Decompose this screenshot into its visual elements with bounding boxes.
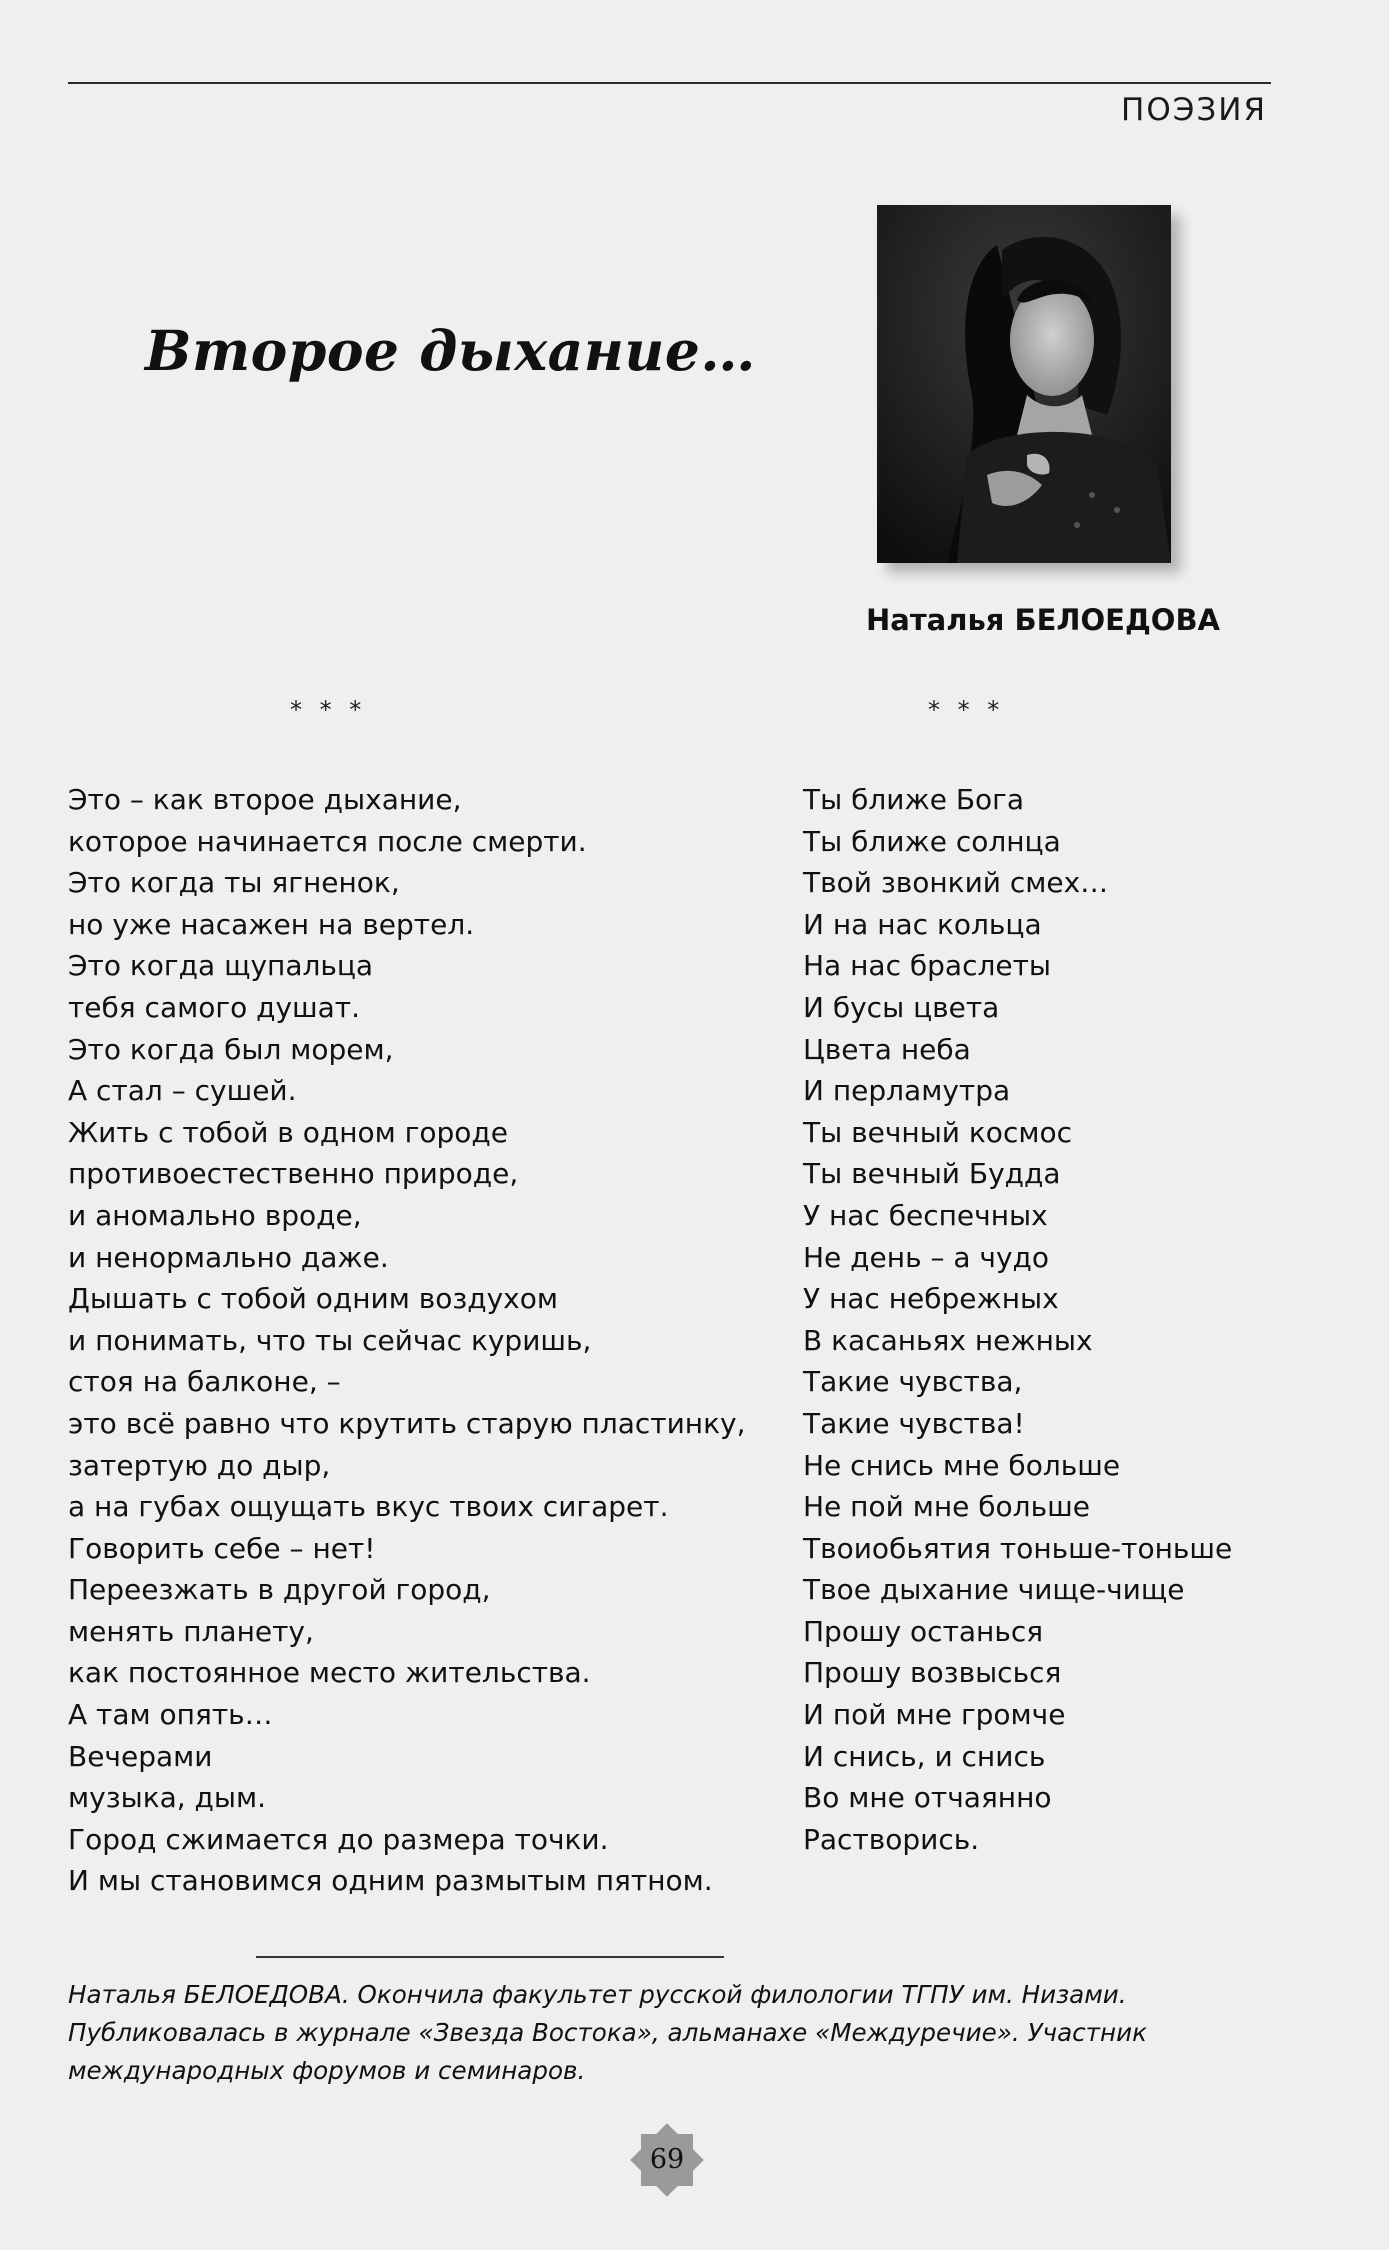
poem-line: стоя на балконе, –: [68, 1365, 341, 1399]
poem-line: Прошу возвысься: [803, 1656, 1062, 1690]
section-label: ПОЭЗИЯ: [1121, 92, 1267, 128]
poem-separator: * * *: [290, 696, 367, 724]
poem-line: Не день – а чудо: [803, 1240, 1050, 1274]
poem-line: Это когда ты ягненок,: [68, 866, 400, 900]
poem-line: Не пой мне больше: [803, 1490, 1090, 1524]
bio-line: Публиковалась в журнале «Звезда Востока», альманахе «Междуречие». Участник: [68, 2018, 1147, 2047]
poem-line: но уже насажен на вертел.: [68, 907, 475, 941]
poem-line: Переезжать в другой город,: [68, 1573, 491, 1607]
author-photo: [877, 205, 1171, 563]
poem-line: Такие чувства!: [803, 1406, 1025, 1440]
poem-line: Прошу останься: [803, 1614, 1044, 1648]
poem-line: Твой звонкий смех…: [803, 866, 1109, 900]
poem-line: Такие чувства,: [803, 1365, 1023, 1399]
poem-line: и аномально вроде,: [68, 1198, 362, 1232]
poem-line: Ты ближе солнца: [803, 824, 1061, 858]
portrait-image: [877, 205, 1171, 563]
poem-line: Это когда был морем,: [68, 1032, 394, 1066]
poem-line: Не снись мне больше: [803, 1448, 1121, 1482]
poem-line: Жить с тобой в одном городе: [68, 1115, 508, 1149]
poem-line: И мы становимся одним размытым пятном.: [68, 1864, 713, 1898]
poem-line: Ты ближе Бога: [803, 783, 1025, 816]
poem-line: Твоиобьятия тоньше-тоньше: [803, 1531, 1233, 1565]
poem-line: Растворись.: [803, 1822, 980, 1856]
poem-line: И перламутра: [803, 1074, 1011, 1108]
poem-line: и понимать, что ты сейчас куришь,: [68, 1323, 592, 1357]
poem-line: И на нас кольца: [803, 907, 1042, 941]
poem-right: [803, 779, 1232, 1860]
poem-line: И бусы цвета: [803, 990, 1000, 1024]
bio-line: Наталья БЕЛОЕДОВА. Окончила факультет русской филологии ТГПУ им. Низами.: [68, 1980, 1127, 2009]
bio-line: международных форумов и семинаров.: [68, 2056, 586, 2085]
poem-line: Во мне отчаянно: [803, 1781, 1052, 1815]
poem-line: которое начинается после смерти.: [68, 824, 587, 858]
poem-line: Твое дыхание чище-чище: [803, 1573, 1185, 1607]
page-number-badge: [626, 2119, 708, 2201]
poem-line: А там опять…: [68, 1698, 273, 1732]
poem-line: Город сжимается до размера точки.: [68, 1822, 609, 1856]
poem-line: это всё равно что крутить старую пластинку,: [68, 1406, 746, 1440]
poem-left: [68, 779, 746, 1902]
page-number: 69: [649, 2144, 685, 2175]
poem-line: Ты вечный космос: [803, 1115, 1072, 1149]
poem-line: Ты вечный Будда: [803, 1157, 1061, 1191]
author-bio: [68, 1976, 1278, 2090]
author-name: Наталья БЕЛОЕДОВА: [865, 603, 1220, 637]
poem-line: Дышать с тобой одним воздухом: [68, 1282, 558, 1316]
poem-line: Вечерами: [68, 1739, 213, 1773]
poem-line: музыка, дым.: [68, 1781, 267, 1815]
poem-line: как постоянное место жительства.: [68, 1656, 591, 1690]
poem-line: В касаньях нежных: [803, 1323, 1093, 1357]
poem-line: На нас браслеты: [803, 949, 1052, 983]
poem-line: Это – как второе дыхание,: [68, 783, 462, 816]
poem-line: и ненормально даже.: [68, 1240, 389, 1274]
poem-separator: * * *: [928, 696, 1005, 724]
poem-line: Цвета неба: [803, 1032, 971, 1066]
poem-line: затертую до дыр,: [68, 1448, 331, 1482]
poem-line: И снись, и снись: [803, 1739, 1046, 1773]
article-title: Второе дыхание…: [145, 318, 756, 383]
header-rule: [68, 82, 1271, 84]
poem-line: а на губах ощущать вкус твоих сигарет.: [68, 1490, 669, 1524]
poem-line: У нас беспечных: [803, 1198, 1048, 1232]
poem-line: противоестественно природе,: [68, 1157, 519, 1191]
poem-line: менять планету,: [68, 1614, 314, 1648]
poem-line: Это когда щупальца: [68, 949, 374, 983]
poem-line: У нас небрежных: [803, 1282, 1059, 1316]
poem-line: А стал – сушей.: [68, 1074, 297, 1108]
poem-line: И пой мне громче: [803, 1698, 1066, 1732]
poem-line: тебя самого душат.: [68, 990, 361, 1024]
poem-line: Говорить себе – нет!: [68, 1531, 376, 1565]
footnote-divider: [256, 1956, 724, 1958]
